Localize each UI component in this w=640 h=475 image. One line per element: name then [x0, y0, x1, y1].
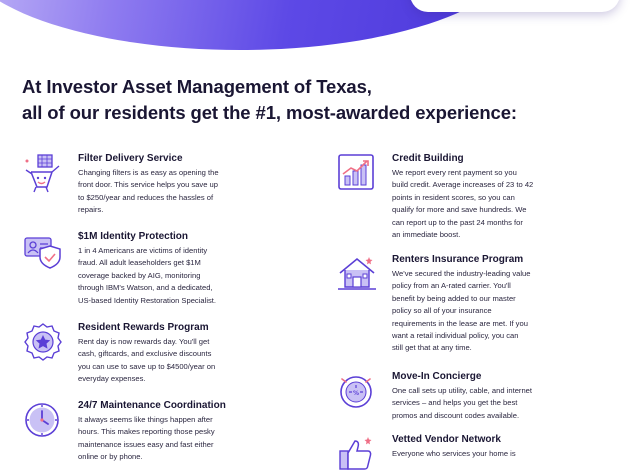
hero-card	[410, 0, 620, 12]
feature-description: It always seems like things happen after hours. This makes reporting those pesky maintenance issues easy and fast either online or by phone.	[78, 415, 215, 462]
concierge-gauge-icon	[336, 370, 378, 412]
headline-line-2: all of our residents get the #1, most-awarded experience:	[22, 102, 517, 123]
feature-title: Filter Delivery Service	[78, 153, 183, 164]
feature-title: Credit Building	[392, 153, 464, 164]
filter-delivery-icon	[22, 152, 64, 194]
feature-title: Vetted Vendor Network	[392, 434, 501, 445]
credit-chart-icon	[336, 152, 378, 194]
clock-icon	[22, 399, 64, 441]
feature-description: 1 in 4 Americans are victims of identity fraud. All adult leaseholders get $1M coverage backed by AIG, monitoring through IBM's Watson, and a dedicated, US-based Identity Restoration Specialist.	[78, 246, 217, 305]
thumbs-up-icon	[336, 433, 378, 475]
feature-description: Changing filters is as easy as opening the front door. This service helps you save up to $250/year and reduces the hassles of repairs.	[78, 168, 219, 215]
svg-text:%: %	[352, 390, 360, 397]
feature-title: 24/7 Maintenance Coordination	[78, 400, 226, 411]
feature-title: Renters Insurance Program	[392, 254, 524, 265]
headline-line-1: At Investor Asset Management of Texas,	[22, 76, 372, 97]
feature-description: We've secured the industry-leading value policy from an A-rated carrier. You'll benefit by being added to our master policy so all of your insurance requirements in the lease are met. If you want a retail individual policy, you can still get that at any time.	[392, 269, 531, 353]
feature-title: $1M Identity Protection	[78, 231, 189, 242]
feature-title: Resident Rewards Program	[78, 322, 209, 333]
hero-banner	[0, 0, 640, 60]
feature-description: Everyone who services your home is	[392, 449, 516, 458]
identity-shield-icon	[22, 230, 64, 272]
feature-description: Rent day is now rewards day. You'll get cash, giftcards, and exclusive discounts you can use to save up to $4500/year on everyday expenses.	[78, 337, 216, 384]
rewards-star-icon	[22, 321, 64, 363]
feature-description: One call sets up utility, cable, and internet services – and helps you get the best promos and discount codes available.	[392, 386, 532, 420]
headline	[22, 74, 622, 126]
feature-description: We report every rent payment so you build credit. Average increases of 23 to 42 points in resident scores, so you can qualify for more and save hundreds. We can report up to the past 24 months for an immediate boost.	[392, 168, 534, 240]
house-insurance-icon	[336, 253, 378, 295]
feature-title: Move-In Concierge	[392, 371, 482, 382]
